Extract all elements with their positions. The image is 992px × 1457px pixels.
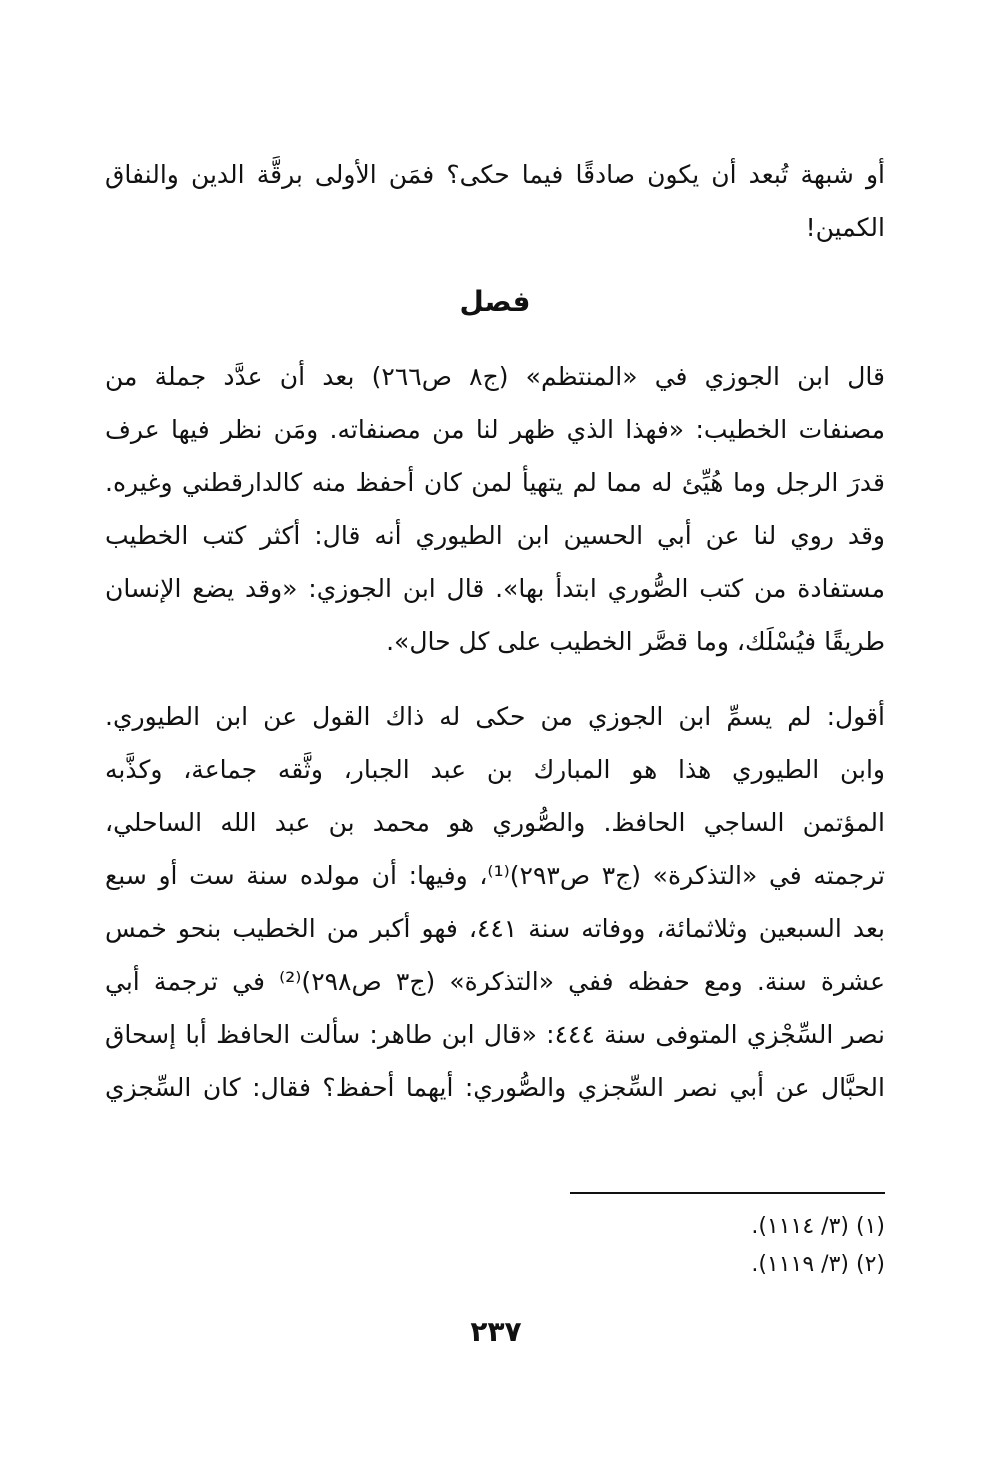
- text-line: عشرة سنة. ومع حفظه ففي «التذكرة» (ج٣ ص٢٩٨)⁽²⁾ في ترجمة أبي: [105, 967, 885, 996]
- text-line: مستفادة من كتب الصُّوري ابتدأ بها». قال ابن الجوزي: «وقد يضع الإنسان: [105, 574, 885, 603]
- text-line: طريقًا فيُسْلَك، وما قصَّر الخطيب على كل حال».: [386, 627, 885, 656]
- text-line: وقد روي لنا عن أبي الحسين ابن الطيوري أنه قال: أكثر كتب الخطيب: [105, 521, 885, 550]
- footnote-separator: [570, 1192, 885, 1194]
- text-line: أو شبهة تُبعد أن يكون صادقًا فيما حكى؟ فمَن الأولى برقَّة الدين والنفاق: [105, 160, 885, 189]
- text-line: الكمين!: [805, 213, 885, 242]
- paragraph-2: [105, 350, 885, 668]
- text-line: نصر السِّجْزي المتوفى سنة ٤٤٤: «قال ابن طاهر: سألت الحافظ أبا إسحاق: [105, 1020, 885, 1049]
- section-heading: فصل: [459, 285, 531, 318]
- paragraph-3: [105, 690, 885, 1114]
- text-line: وابن الطيوري هذا هو المبارك بن عبد الجبار، وثَّقه جماعة، وكذَّبه: [105, 755, 885, 784]
- text-line: المؤتمن الساجي الحافظ. والصُّوري هو محمد بن عبد الله الساحلي،: [105, 808, 885, 837]
- text-line: الحبَّال عن أبي نصر السِّجزي والصُّوري: أيهما أحفظ؟ فقال: كان السِّجزي: [105, 1073, 885, 1102]
- paragraph-1: [105, 148, 885, 254]
- text-line: قدرَ الرجل وما هُيِّئ له مما لم يتهيأ لمن كان أحفظ منه كالدارقطني وغيره.: [105, 468, 885, 497]
- text-line: أقول: لم يسمِّ ابن الجوزي من حكى له ذاك القول عن ابن الطيوري.: [105, 702, 885, 731]
- text-line: بعد السبعين وثلاثمائة، ووفاته سنة ٤٤١، فهو أكبر من الخطيب بنحو خمس: [105, 914, 885, 943]
- footnote-1: (١) (٣/ ١١١٤).: [751, 1214, 885, 1239]
- page-number: ٢٣٧: [470, 1315, 522, 1348]
- text-line: مصنفات الخطيب: «فهذا الذي ظهر لنا من مصنفاته. ومَن نظر فيها عرف: [105, 415, 885, 444]
- text-line: ترجمته في «التذكرة» (ج٣ ص٢٩٣)⁽¹⁾، وفيها: أن مولده سنة ست أو سبع: [105, 861, 885, 890]
- text-line: قال ابن الجوزي في «المنتظم» (ج٨ ص٢٦٦) بعد أن عدَّد جملة من: [105, 362, 885, 391]
- footnote-2: (٢) (٣/ ١١١٩).: [751, 1252, 885, 1277]
- footnotes: [105, 1208, 885, 1284]
